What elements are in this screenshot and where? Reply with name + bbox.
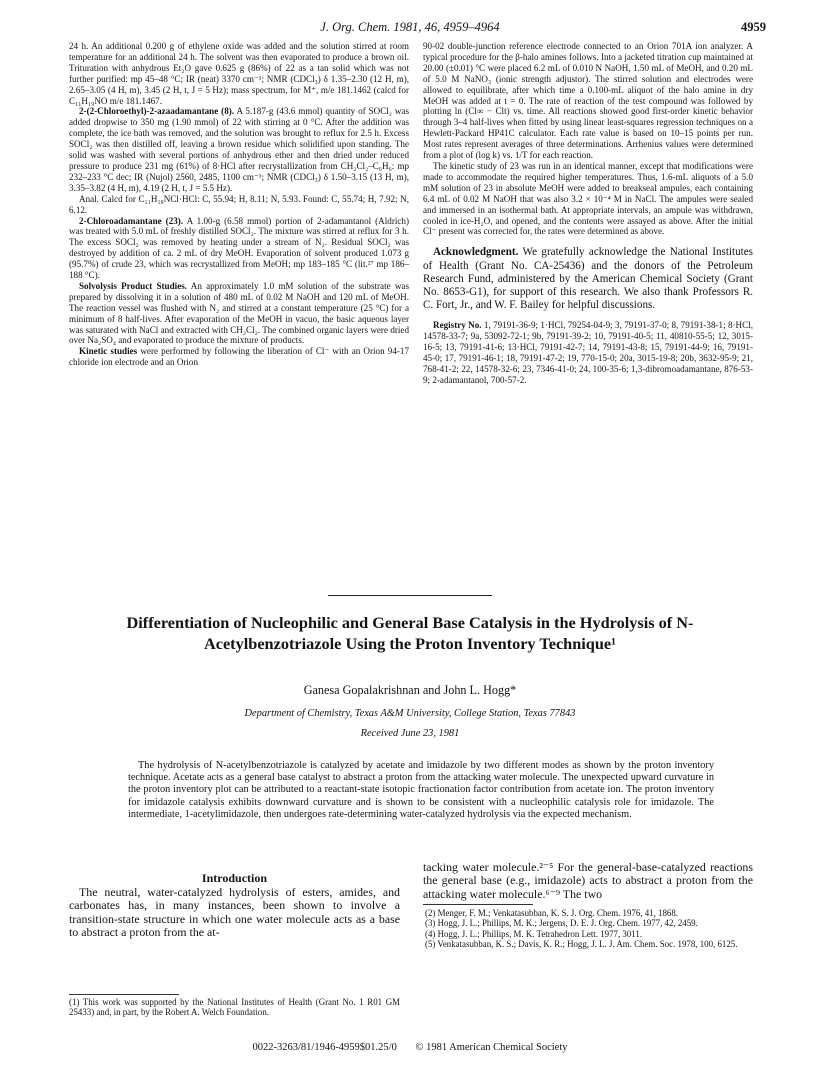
paragraph: 24 h. An additional 0.200 g of ethylene oxide was added and the solution stirred at room temperature for an additional 24 h. The solvent was then evaporated to produce a brown oil. Trituration with anhydrous Et₂O gave 0.625 g (86%) of 22 as a tan solid which was not further purified: mp 45–48 °C; IR (neat) 3370 cm⁻¹; NMR (CDCl₃) δ 1.35–2.30 (12 H, m), 2.65–3.05 (4 H, m), 3.45 (2 H, t, J = 5 Hz); mass spectrum, for M⁺, m/e 181.1462 (calcd for C₁₁H₁₉NO m/e 181.1467. (69, 41, 409, 106)
footnote: (3) Hogg, J. L.; Phillips, M. K.; Jergens, D. E. J. Org. Chem. 1977, 42, 2459. (425, 918, 698, 929)
paragraph-text: A 5.187-g (43.6 mmol) quantity of SOCl₂ was added dropwise to 350 mg (1.90 mmol) of 22 with stirring at 0 °C. After the addition was complete, the ice bath was removed, and the solution was brought to reflux for 2.5 h. Excess SOCl₂ was then distilled off, leaving a brown residue which solidified upon standing. The solid was washed with several portions of anhydrous ether and then dried under reduced pressure to produce 231 mg (61%) of 8·HCl after recrystallization from CH₂Cl₂–C₆H₆: mp 232–233 °C dec; IR (Nujol) 2560, 2485, 1100 cm⁻¹; NMR (CDCl₃) δ 1.50–3.15 (13 H, m), 3.35–3.82 (4 H, m), 4.19 (2 H, t, J = 5.5 Hz). (69, 106, 410, 193)
footnote: (5) Venkatasubban, K. S.; Davis, K. R.; Hogg, J. L. J. Am. Chem. Soc. 1978, 100, 6125. (425, 939, 738, 950)
footnote-list (423, 908, 753, 950)
author-line: Ganesa Gopalakrishnan and John L. Hogg* (303, 683, 517, 697)
paragraph: 90-02 double-junction reference electrode connected to an Orion 701A ion analyzer. A typical procedure for the β-halo amines follows. Into a jacketed titration cup maintained at 20.00 (±0.01) °C were placed 6.2 mL of 0.010 N NaOH, 1.50 mL of MeOH, and 0.20 mL of 5.0 M NaNO₃ (ionic strength adjustor). The stirred solution and electrodes were allowed to equilibrate, after which time a 0.100-mL aliquot of the halo amine in dry MeOH was added at t = 0. The rate of reaction of the test compound was followed by plotting ln (Cl∞ − Clt) vs. time. All reactions showed good first-order kinetic behavior through 3–4 half-lives when fitted by using linear least-squares regression techniques on a Hewlett-Packard HP41C calculator. Each rate value is based on 10–15 points per run. Most rates represent averages of three determinations. Arrhenius values were determined from a plot of (log k) vs. 1/T for each reaction. (423, 41, 753, 161)
acknowledgment-heading: Acknowledgment. (433, 246, 519, 259)
compound-heading: 2-Chloroadamantane (23). (79, 215, 184, 226)
affiliation: Department of Chemistry, Texas A&M University, College Station, Texas 77843 (244, 708, 576, 719)
paragraph: The kinetic study of 23 was run in an identical manner, except that modifications were made to accommodate the required higher temperatures. Thus, 1.6-mL aliquots of a 5.0 mM solution of 23 in absolute MeOH were added to breakseal ampules, each containing 6.4 mL of 0.02 M NaOH that was also 3.2 × 10⁻⁴ M in NaCl. The ampules were sealed and immersed in an isothermal bath. At appropriate intervals, an ampule was withdrawn, cooled in ice-H₂O, and opened, and the contents were assayed as above. After the initial Cl⁻ present was corrected for, the rates were determined as above. (423, 160, 753, 237)
footnote-rule (423, 904, 533, 905)
paragraph-text: were performed by following the liberation of Cl⁻ with an Orion 94-17 chloride ion electrode and an Orion (69, 346, 410, 368)
section-run-in-heading: Solvolysis Product Studies. (79, 280, 188, 291)
page-number: 4959 (741, 20, 766, 34)
right-text-column (423, 41, 753, 386)
paragraph (69, 216, 409, 281)
acknowledgment (423, 246, 753, 312)
intro-text-left: The neutral, water-catalyzed hydrolysis of esters, amides, and carbonates has, in many instances, been shown to involve a transition-state structure in which one water molecule acts as a base to abstract a proton from the at- (69, 885, 400, 940)
copyright: © 1981 American Chemical Society (415, 1042, 568, 1053)
registry-numbers (423, 320, 753, 386)
paragraph: Anal. Calcd for C₁₁H₁₈NCl·HCl: C, 55.94; H, 8.11; N, 5.93. Found: C, 55.74; H, 7.92; N, 6.12. (69, 193, 409, 215)
paragraph (69, 281, 409, 346)
article-title: Differentiation of Nucleophilic and General Base Catalysis in the Hydrolysis of N-Acetylbenzotriazole Using the Proton Inventory Technique¹ (126, 613, 694, 653)
footnote: (4) Hogg, J. L.; Phillips, M. K. Tetrahedron Lett. 1977, 3011. (425, 928, 643, 939)
registry-text: 1, 79191-36-9; 1·HCl, 79254-04-9; 3, 79191-37-0; 8, 79191-38-1; 8·HCl, 14578-33-7; 9a, 53092-72-1; 9b, 79191-39-2; 10, 79191-40-5; 11, 40810-55-5; 12, 3015-16-5; 13, 79191-41-6; 13·HCl, 79191-42-7; 14, 79191-43-8; 15, 79191-44-9; 16, 79191-45-0; 17, 79191-46-1; 18, 79191-47-2; 19, 770-15-0; 20a, 3015-19-8; 20b, 3632-95-9; 21, 768-41-2; 22, 14578-32-6; 23, 7346-41-0; 24, 100-35-6; 1,3-dibromoadamantane, 876-53-9; 2-adamantanol, 700-57-2. (423, 320, 753, 386)
article-separator (328, 595, 492, 596)
running-header: J. Org. Chem. 1981, 46, 4959–4964 (320, 20, 500, 34)
footnote-rule (69, 994, 179, 995)
page-footer (0, 1042, 820, 1053)
footnote: (2) Menger, F. M.; Venkatasubban, K. S. J. Org. Chem. 1976, 41, 1868. (425, 908, 679, 918)
footnote: (1) This work was supported by the National Institutes of Health (Grant No. 1 R01 GM 25433) and, in part, by the Robert A. Welch Foundation. (69, 997, 400, 1018)
paragraph-text: An approximately 1.0 mM solution of the substrate was prepared by dissolving it in a solution of 480 mL of 0.02 M NaOH and 120 mL of MeOH. The reaction vessel was flushed with N₂ and stirred at a constant temperature (25 °C) for a minimum of 8 half-lives. After evaporation of the MeOH in vacuo, the basic aqueous layer was saturated with NaCl and extracted with CH₂Cl₂. The combined organic layers were dried over Na₂SO₄ and evaporated to produce the mixture of products. (69, 280, 409, 346)
section-heading: Introduction (201, 871, 268, 885)
section-run-in-heading: Kinetic studies (79, 346, 138, 357)
paragraph (69, 106, 409, 193)
intro-text-right: tacking water molecule.²⁻⁵ For the general-base-catalyzed reactions the general base (e.g., imidazole) acts to abstract a proton from the attacking water molecule.⁶⁻⁹ The two (423, 860, 753, 901)
paragraph (69, 346, 409, 368)
article-code: 0022-3263/81/1946-4959$01.25/0 (252, 1042, 397, 1053)
paragraph-text: A 1.00-g (6.58 mmol) portion of 2-adamantanol (Aldrich) was treated with 5.0 mL of freshly distilled SOCl₂. The mixture was stirred at reflux for 3 h. The excess SOCl₂ was removed by heating under a stream of N₂. Residual SOCl₂ was destroyed by addition of ca. 2 mL of dry MeOH. Evaporation of solvent produced 1.073 g (95.7%) of crude 23, which was recrystallized from MeOH; mp 183–185 °C (lit.²⁷ mp 186–188 °C). (69, 215, 409, 281)
abstract: The hydrolysis of N-acetylbenzotriazole is catalyzed by acetate and imidazole by two different modes as shown by the proton inventory technique. Acetate acts as a general base catalyst to abstract a proton from the attacking water molecule. The unexpected upward curvature in the proton inventory plot can be attributed to a reactant-state isotopic fractionation factor contribution from acetate ion. The proton inventory for imidazole catalysis exhibits downward curvature and is shown to be consistent with a nucleophilic catalysis role for imidazole. The intermediate, 1-acetylimidazole, then undergoes rate-determining water-catalyzed hydrolysis via the expected mechanism. (128, 760, 714, 820)
registry-heading: Registry No. (433, 320, 482, 331)
compound-heading: 2-(2-Chloroethyl)-2-azaadamantane (8). (79, 106, 235, 117)
left-text-column (69, 41, 409, 368)
received-date: Received June 23, 1981 (360, 728, 460, 739)
acknowledgment-text: We gratefully acknowledge the National Institutes of Health (Grant No. CA-25436) and the donors of the Petroleum Research Fund, administered by the American Chemical Society (Grant No. 8653-G1), for support of this research. We also thank Professors R. C. Fort, Jr., and W. F. Bailey for helpful discussions. (423, 246, 753, 312)
